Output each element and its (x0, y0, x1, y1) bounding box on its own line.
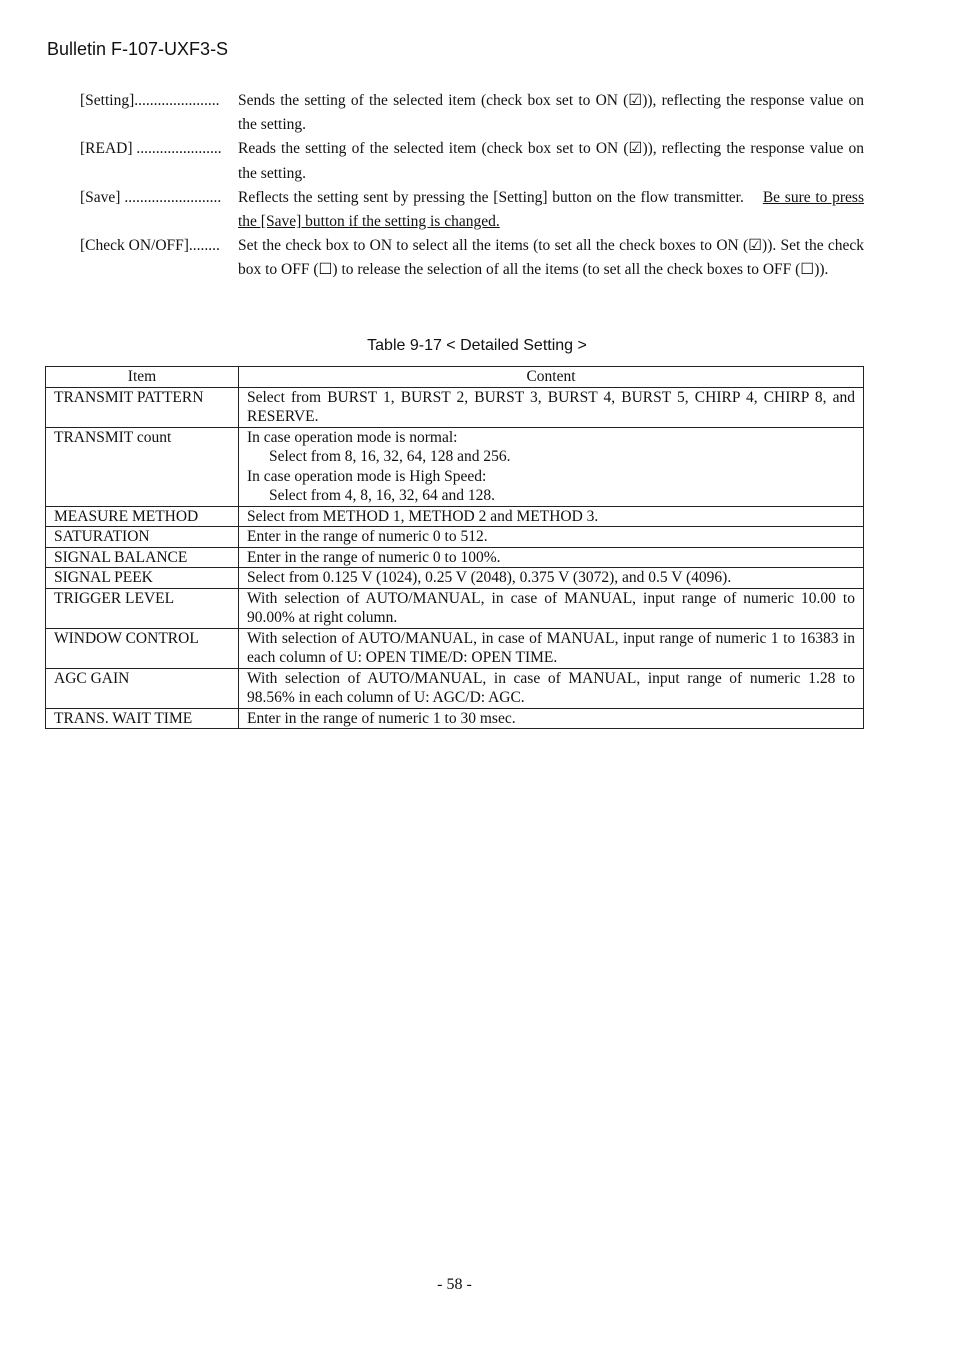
cell-content (239, 708, 864, 729)
cell-item: WINDOW CONTROL (46, 628, 239, 668)
table-row (46, 506, 864, 527)
cell-item: TRANSMIT count (46, 427, 239, 506)
content-line: Select from METHOD 1, METHOD 2 and METHOD 3. (247, 507, 599, 525)
content-line: In case operation mode is High Speed: (247, 467, 487, 485)
definition-setting (80, 89, 864, 137)
cell-content (239, 568, 864, 589)
definition-desc: Reads the setting of the selected item (check box set to ON (☑)), reflecting the response value on the setting. (238, 140, 864, 182)
table-row (46, 387, 864, 427)
definition-term: [READ] ...................... (80, 140, 222, 158)
button-definitions (80, 89, 864, 283)
table-row (46, 628, 864, 668)
definition-term: [Check ON/OFF]........ (80, 237, 220, 255)
cell-content (239, 527, 864, 548)
cell-content (239, 588, 864, 628)
content-line: Select from 4, 8, 16, 32, 64 and 128. (269, 487, 496, 504)
cell-content (239, 668, 864, 708)
table-row (46, 527, 864, 548)
bulletin-header: Bulletin F-107-UXF3-S (47, 39, 229, 59)
table-row (46, 547, 864, 568)
definition-desc (238, 186, 864, 234)
content-line: Select from BURST 1, BURST 2, BURST 3, BURST 4, BURST 5, CHIRP 4, CHIRP 8, and RESERVE. (247, 388, 855, 425)
content-line: With selection of AUTO/MANUAL, in case of MANUAL, input range of numeric 10.00 to 90.00% at right column. (247, 589, 855, 626)
column-header-content: Content (239, 367, 864, 388)
cell-content (239, 547, 864, 568)
content-line: With selection of AUTO/MANUAL, in case of MANUAL, input range of numeric 1 to 16383 in each column of U: OPEN TIME/D: OPEN TIME. (247, 629, 855, 666)
table-header-row (46, 367, 864, 388)
content-line: Enter in the range of numeric 1 to 30 msec. (247, 709, 516, 727)
definition-read (80, 137, 864, 185)
cell-content (239, 427, 864, 506)
table-row (46, 427, 864, 506)
definition-term: [Save] ......................... (80, 188, 222, 206)
content-line: Enter in the range of numeric 0 to 100%. (247, 548, 501, 566)
cell-item: MEASURE METHOD (46, 506, 239, 527)
cell-content (239, 506, 864, 527)
cell-content (239, 387, 864, 427)
cell-item: AGC GAIN (46, 668, 239, 708)
cell-item: TRANS. WAIT TIME (46, 708, 239, 729)
column-header-item: Item (46, 367, 239, 388)
definition-warning: Be sure to press the [Save] button if the setting is changed. (238, 188, 864, 231)
table-row (46, 568, 864, 589)
cell-item: SIGNAL BALANCE (46, 547, 239, 568)
content-line: Select from 8, 16, 32, 64, 128 and 256. (269, 448, 511, 465)
content-line: Enter in the range of numeric 0 to 512. (247, 528, 488, 545)
table-row (46, 588, 864, 628)
cell-content (239, 628, 864, 668)
definition-check-on-off (80, 234, 864, 282)
definition-desc: Set the check box to ON to select all the items (to set all the check boxes to ON (☑)). Set the check box to OFF (☐) to release the selection of all the items (to set all the check boxes to OFF (☐)). (238, 237, 864, 279)
definition-desc: Sends the setting of the selected item (check box set to ON (☑)), reflecting the response value on the setting. (238, 92, 864, 134)
table-body (46, 387, 864, 729)
table-row (46, 708, 864, 729)
table-row (46, 668, 864, 708)
content-line: In case operation mode is normal: (247, 428, 458, 446)
cell-item: TRIGGER LEVEL (46, 588, 239, 628)
definition-term: [Setting]...................... (80, 92, 220, 109)
cell-item: SIGNAL PEEK (46, 568, 239, 589)
definition-desc-text: Reflects the setting sent by pressing the [Setting] button on the flow transmitter. (238, 188, 744, 206)
detailed-setting-table (45, 366, 864, 729)
definition-save (80, 186, 864, 234)
table-caption: Table 9-17 < Detailed Setting > (367, 337, 587, 354)
page-number: - 58 - (437, 1276, 472, 1293)
content-line: With selection of AUTO/MANUAL, in case of MANUAL, input range of numeric 1.28 to 98.56% in each column of U: AGC/D: AGC. (247, 669, 855, 706)
cell-item: SATURATION (46, 527, 239, 548)
cell-item: TRANSMIT PATTERN (46, 387, 239, 427)
content-line: Select from 0.125 V (1024), 0.25 V (2048), 0.375 V (3072), and 0.5 V (4096). (247, 569, 732, 586)
